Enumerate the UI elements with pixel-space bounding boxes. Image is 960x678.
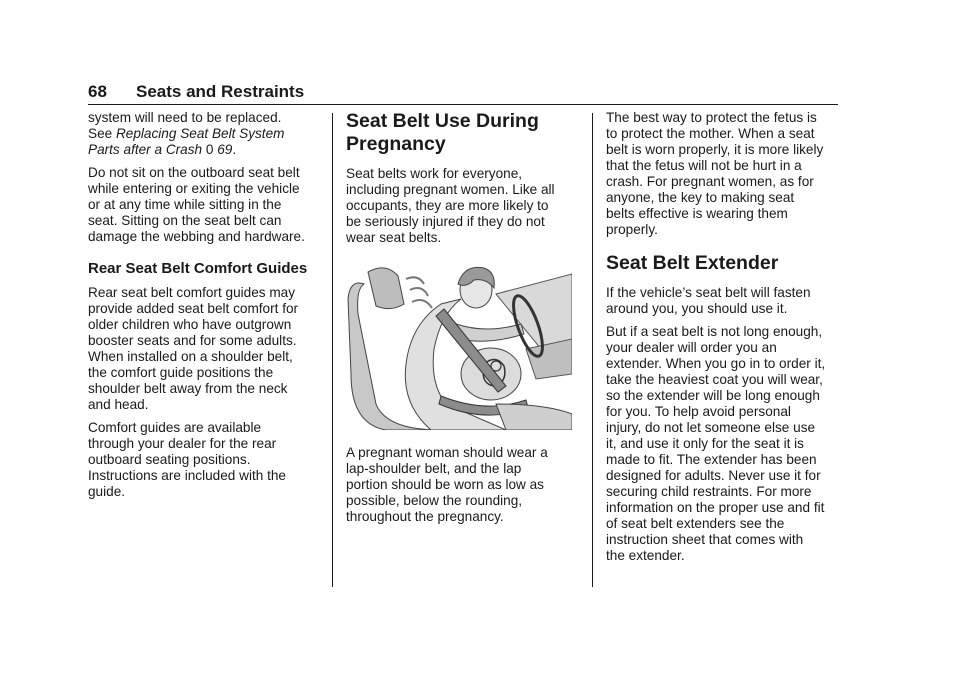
section-title: Seats and Restraints	[136, 82, 305, 101]
pregnancy-intro-paragraph	[346, 166, 578, 246]
column-right	[606, 110, 846, 571]
text-line: or at any time while sitting in the	[88, 197, 282, 212]
text-line: wear seat belts.	[346, 230, 442, 245]
text-line: take the heaviest coat you will wear,	[606, 372, 823, 387]
text-line: injury, do not let someone else use	[606, 420, 816, 435]
text-line: it, and use it only for the seat it is	[606, 436, 804, 451]
text-line: seat. Sitting on the seat belt can	[88, 213, 282, 228]
replacement-paragraph	[88, 110, 318, 158]
column-left	[88, 110, 318, 507]
text-line: outboard seating positions.	[88, 452, 251, 467]
page-number: 68	[88, 82, 107, 101]
text-line: be seriously injured if they do not	[346, 214, 545, 229]
outboard-warning-paragraph	[88, 165, 318, 245]
text-line: the comfort guide positions the	[88, 365, 274, 380]
text-line: older children who have outgrown	[88, 317, 292, 332]
text-line: of seat belt extenders see the	[606, 516, 785, 531]
column-divider-left	[332, 113, 333, 587]
text-line: possible, below the rounding,	[346, 493, 523, 508]
text-line	[88, 142, 318, 158]
text-line: the extender.	[606, 548, 685, 563]
text-line: securing child restraints. For more	[606, 484, 812, 499]
fetus-protection-paragraph	[606, 110, 846, 238]
text-line: around you, you should use it.	[606, 301, 788, 316]
text-line: lap-shoulder belt, and the lap	[346, 461, 522, 476]
text-line: that the fetus will not be hurt in a	[606, 158, 802, 173]
availability-paragraph	[88, 420, 318, 500]
column-middle	[346, 110, 578, 532]
text-line: But if a seat belt is not long enough,	[606, 324, 823, 339]
text-line: while entering or exiting the vehicle	[88, 181, 300, 196]
text-line: guide.	[88, 484, 126, 499]
text-line: designed for adults. Never use it for	[606, 468, 821, 483]
heading-line: Seat Belt Use During	[346, 110, 539, 132]
text-line: through your dealer for the rear	[88, 436, 277, 451]
text-line: anyone, the key to making seat	[606, 190, 795, 205]
text-line: including pregnant women. Like all	[346, 182, 555, 197]
text-line: occupants, they are more likely to	[346, 198, 549, 213]
text-line: so the extender will be long enough	[606, 388, 820, 403]
column-divider-right	[592, 113, 593, 587]
text-line: When installed on a shoulder belt,	[88, 349, 293, 364]
text-line: shoulder belt away from the neck	[88, 381, 288, 396]
replacing-parts-link-cont[interactable]: Parts after a Crash	[88, 142, 203, 157]
pregnant-woman-seatbelt-illustration	[346, 254, 572, 430]
text-line: crash. For pregnant women, as for	[606, 174, 814, 189]
text-line: properly.	[606, 222, 658, 237]
pregnancy-belt-paragraph	[346, 445, 578, 525]
page-ref-arrow: 0	[202, 142, 218, 157]
period: .	[232, 142, 237, 157]
text-line: and head.	[88, 397, 149, 412]
text-line: system will need to be replaced.	[88, 110, 282, 125]
text-line: belt is worn properly, it is more likely	[606, 142, 824, 157]
text-line: booster seats and for some adults.	[88, 333, 297, 348]
text-line: A pregnant woman should wear a	[346, 445, 548, 460]
text-line: Instructions are included with the	[88, 468, 286, 483]
text-line: instruction sheet that comes with	[606, 532, 804, 547]
text-line: for you. To help avoid personal	[606, 404, 791, 419]
text-line: The best way to protect the fetus is	[606, 110, 817, 125]
text-line	[88, 126, 318, 142]
comfort-guides-paragraph	[88, 285, 318, 413]
comfort-guides-heading: Rear Seat Belt Comfort Guides	[88, 260, 308, 277]
text-line: provide added seat belt comfort for	[88, 301, 299, 316]
text-line: information on the proper use and fit	[606, 500, 825, 515]
text-line: Do not sit on the outboard seat belt	[88, 165, 300, 180]
extender-heading: Seat Belt Extender	[606, 252, 779, 274]
heading-line: Pregnancy	[346, 133, 446, 155]
text-line: throughout the pregnancy.	[346, 509, 504, 524]
extender-details-paragraph	[606, 324, 846, 564]
see-prefix: See	[88, 126, 116, 141]
page-ref-link[interactable]: 69	[217, 142, 233, 157]
text-line: Comfort guides are available	[88, 420, 262, 435]
text-line: belts effective is wearing them	[606, 206, 788, 221]
text-line: Rear seat belt comfort guides may	[88, 285, 296, 300]
pregnancy-heading	[346, 110, 578, 156]
text-line: made to fit. The extender has been	[606, 452, 817, 467]
extender-intro-paragraph	[606, 285, 846, 317]
text-line: your dealer will order you an	[606, 340, 777, 355]
replacing-parts-link[interactable]: Replacing Seat Belt System	[115, 126, 285, 141]
text-line: portion should be worn as low as	[346, 477, 544, 492]
text-line: extender. When you go in to order it,	[606, 356, 826, 371]
text-line: If the vehicle’s seat belt will fasten	[606, 285, 811, 300]
text-line: damage the webbing and hardware.	[88, 229, 305, 244]
page-header	[88, 80, 838, 105]
text-line: Seat belts work for everyone,	[346, 166, 523, 181]
text-line: to protect the mother. When a seat	[606, 126, 815, 141]
